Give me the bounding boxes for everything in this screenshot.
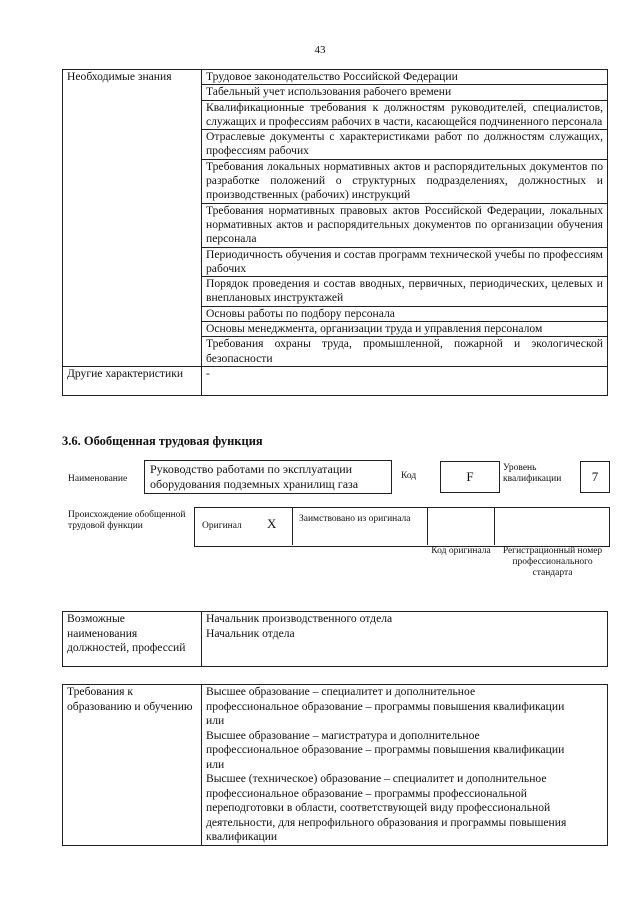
knowledge-item: Требования нормативных правовых актов Российской Федерации, локальных нормативных актов и распорядительных документов по организации обучения персонала xyxy=(202,203,608,247)
original-mark: X xyxy=(267,516,277,531)
education-line: профессиональное образование – программы повышения квалификации xyxy=(206,699,565,713)
origin-label: Происхождение обобщенной трудовой функции xyxy=(68,510,186,531)
level-label: Уровень квалификации xyxy=(503,463,562,484)
education-line: профессиональное образование – программы повышения квалификации xyxy=(206,743,565,756)
section-heading: 3.6. Обобщенная трудовая функция xyxy=(62,434,263,448)
knowledge-item: Основы менеджмента, организации труда и управления персоналом xyxy=(202,322,608,337)
code-original-caption: Код оригинала xyxy=(431,546,491,556)
knowledge-item: Табельный учет использования рабочего времени xyxy=(202,85,608,100)
knowledge-item: Требования охраны труда, промышленной, пожарной и экологической безопасности xyxy=(202,337,608,367)
education-line: деятельности, для непрофильного образования и программы повышения xyxy=(206,815,567,829)
origin-divider xyxy=(292,507,293,545)
knowledge-item: Требования локальных нормативных актов и распорядительных документов по разработке положений о структурных подразделениях, должностных и производственных (рабочих) инструкций xyxy=(202,159,608,203)
knowledge-table xyxy=(62,69,608,396)
knowledge-item: Отраслевые документы с характеристиками работ по должностям служащих, профессиям рабочих xyxy=(202,130,608,160)
education-line: квалификации xyxy=(206,830,278,843)
education-line: Высшее образование – магистратура и дополнительное xyxy=(206,728,480,742)
other-characteristics-value: - xyxy=(202,366,608,395)
page-number: 43 xyxy=(314,44,326,56)
function-code: F xyxy=(440,461,500,493)
education-label: Требования к образованию и обучению xyxy=(63,685,202,846)
borrowed-label: Заимствовано из оригинала xyxy=(299,514,411,524)
knowledge-item: Порядок проведения и состав вводных, первичных, периодических, целевых и внеплановых инструктажей xyxy=(202,277,608,307)
positions-value xyxy=(202,612,608,667)
knowledge-item: Основы работы по подбору персонала xyxy=(202,306,608,321)
positions-table xyxy=(62,611,608,667)
education-line: или xyxy=(206,757,225,771)
education-line: переподготовки в области, соответствующей виду профессиональной xyxy=(206,801,551,814)
knowledge-item: Трудовое законодательство Российской Федерации xyxy=(202,70,608,85)
function-name: Руководство работами по эксплуатации оборудования подземных хранилищ газа xyxy=(144,460,392,494)
origin-divider xyxy=(427,507,428,545)
education-table xyxy=(62,684,608,846)
position-item: Начальник отдела xyxy=(206,626,295,640)
knowledge-item: Квалификационные требования к должностям руководителей, специалистов, служащих и профессиям рабочих в части, касающейся подчиненного персонала xyxy=(202,100,608,130)
origin-box xyxy=(194,507,610,547)
position-item: Начальник производственного отдела xyxy=(206,612,393,625)
name-label: Наименование xyxy=(68,474,128,484)
education-line: Высшее образование – специалитет и дополнительное xyxy=(206,685,476,698)
positions-label: Возможные наименования должностей, профессий xyxy=(63,612,202,667)
origin-divider xyxy=(494,507,495,545)
qualification-level: 7 xyxy=(580,461,610,493)
education-line: Высшее (техническое) образование – специалитет и дополнительное xyxy=(206,772,547,785)
other-characteristics-label: Другие характеристики xyxy=(63,366,202,395)
knowledge-label: Необходимые знания xyxy=(63,70,202,367)
education-line: или xyxy=(206,714,225,727)
education-line: профессиональное образование – программы профессиональной xyxy=(206,786,527,800)
code-label: Код xyxy=(401,471,417,481)
registration-number-caption: Регистрационный номер профессионального стандарта xyxy=(502,546,603,578)
education-value xyxy=(202,685,608,846)
original-label: Оригинал xyxy=(202,521,242,531)
knowledge-item: Периодичность обучения и состав программ технической учебы по профессиям рабочих xyxy=(202,247,608,277)
